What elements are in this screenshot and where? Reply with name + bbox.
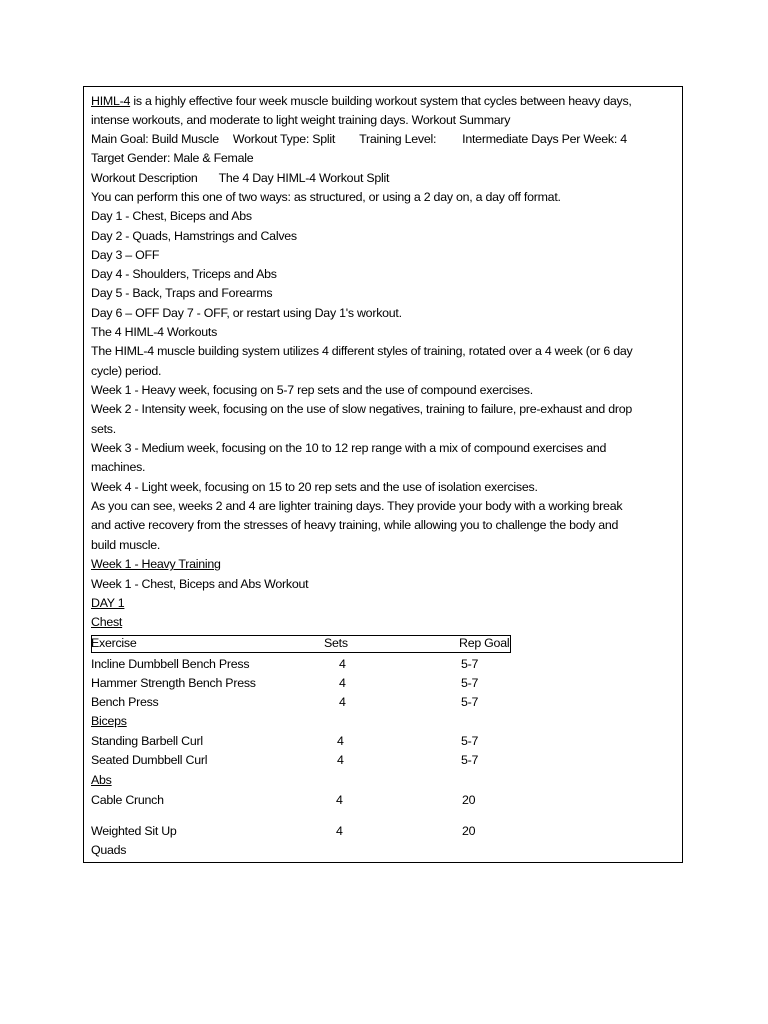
perform-ways: You can perform this one of two ways: as structured, or using a 2 day on, a day off format. <box>91 190 561 204</box>
header-rep-goal: Rep Goal <box>459 636 510 650</box>
training-level: Training Level: <box>359 132 437 146</box>
section-biceps: Biceps <box>91 714 127 728</box>
week2-description-1: Week 2 - Intensity week, focusing on the use of slow negatives, training to failure, pre-exhaust and drop <box>91 402 633 416</box>
table-row-sets: 4 <box>337 753 344 767</box>
table-row-exercise: Cable Crunch <box>91 793 164 807</box>
day-line: Day 4 - Shoulders, Triceps and Abs <box>91 267 277 281</box>
header-sets: Sets <box>324 636 348 650</box>
table-row-exercise: Seated Dumbbell Curl <box>91 753 208 767</box>
target-gender: Target Gender: Male & Female <box>91 151 254 165</box>
table-row-sets: 4 <box>336 793 343 807</box>
recovery-line-3: build muscle. <box>91 538 161 552</box>
table-row-reps: 5-7 <box>461 676 479 690</box>
table-row-reps: 5-7 <box>461 734 479 748</box>
table-row-sets: 4 <box>339 695 346 709</box>
summary-line <box>91 130 627 149</box>
day-line: Day 2 - Quads, Hamstrings and Calves <box>91 229 297 243</box>
week3-description-1: Week 3 - Medium week, focusing on the 10 to 12 rep range with a mix of compound exercises and <box>91 441 607 455</box>
day-line: Day 3 – OFF <box>91 248 160 262</box>
section-quads: Quads <box>91 843 127 857</box>
day-label: DAY 1 <box>91 596 125 610</box>
week3-description-2: machines. <box>91 460 146 474</box>
split-title: The 4 Day HIML-4 Workout Split <box>218 171 390 185</box>
header-exercise: Exercise <box>91 636 137 650</box>
table-row-exercise: Incline Dumbbell Bench Press <box>91 657 250 671</box>
description-line <box>91 169 389 188</box>
brand-name: HIML-4 <box>91 94 131 108</box>
intro-line-1: HIML-4 is a highly effective four week muscle building workout system that cycles between heavy days, <box>91 94 632 108</box>
week1-subheading: Week 1 - Chest, Biceps and Abs Workout <box>91 577 309 591</box>
days-per-week: Intermediate Days Per Week: 4 <box>462 132 627 146</box>
table-row-sets: 4 <box>337 734 344 748</box>
table-row-sets: 4 <box>336 824 343 838</box>
main-goal: Main Goal: Build Muscle <box>91 132 219 146</box>
week1-description: Week 1 - Heavy week, focusing on 5-7 rep sets and the use of compound exercises. <box>91 383 533 397</box>
table-row-reps: 20 <box>462 793 476 807</box>
document-page <box>83 86 683 863</box>
table-row-exercise: Standing Barbell Curl <box>91 734 203 748</box>
table-row-reps: 5-7 <box>461 695 479 709</box>
workout-type: Workout Type: Split <box>232 132 336 146</box>
day-line: Day 1 - Chest, Biceps and Abs <box>91 209 252 223</box>
recovery-line-2: and active recovery from the stresses of heavy training, while allowing you to challenge the body and <box>91 518 619 532</box>
workout-description-label: Workout Description <box>91 171 198 185</box>
section-chest: Chest <box>91 615 123 629</box>
week4-description: Week 4 - Light week, focusing on 15 to 20 rep sets and the use of isolation exercises. <box>91 480 538 494</box>
table-row-sets: 4 <box>339 657 346 671</box>
table-header <box>91 635 511 653</box>
table-row-exercise: Weighted Sit Up <box>91 824 177 838</box>
table-row-reps: 5-7 <box>461 753 479 767</box>
week2-description-2: sets. <box>91 422 116 436</box>
section-abs: Abs <box>91 773 112 787</box>
recovery-line-1: As you can see, weeks 2 and 4 are lighter training days. They provide your body with a working break <box>91 499 623 513</box>
intro-line-2: intense workouts, and moderate to light weight training days. Workout Summary <box>91 113 511 127</box>
table-row-reps: 5-7 <box>461 657 479 671</box>
workouts-heading: The 4 HIML-4 Workouts <box>91 325 218 339</box>
table-row-reps: 20 <box>462 824 476 838</box>
table-row-sets: 4 <box>339 676 346 690</box>
system-line-1: The HIML-4 muscle building system utilizes 4 different styles of training, rotated over a 4 week (or 6 day <box>91 344 633 358</box>
week1-heading: Week 1 - Heavy Training <box>91 557 221 571</box>
system-line-2: cycle) period. <box>91 364 162 378</box>
table-row-exercise: Hammer Strength Bench Press <box>91 676 256 690</box>
day-line: Day 5 - Back, Traps and Forearms <box>91 286 273 300</box>
table-row-exercise: Bench Press <box>91 695 159 709</box>
day-line: Day 6 – OFF Day 7 - OFF, or restart using Day 1's workout. <box>91 306 402 320</box>
